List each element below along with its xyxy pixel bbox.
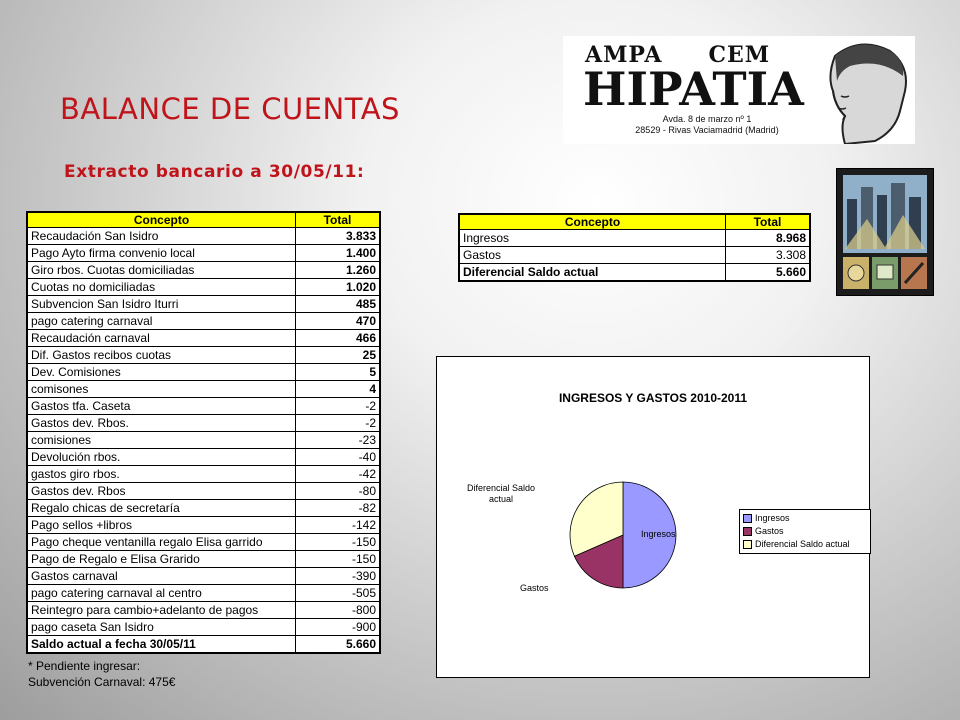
total-value: 5.660 xyxy=(726,264,810,281)
row-total: 4 xyxy=(296,381,380,398)
row-concepto: Gastos dev. Rbos xyxy=(28,483,296,500)
row-total: 470 xyxy=(296,313,380,330)
balance-summary-table xyxy=(458,213,811,282)
balance-detail-table xyxy=(26,211,381,654)
legend-label: Ingresos xyxy=(755,513,790,523)
table-row xyxy=(28,551,380,568)
table-row xyxy=(28,245,380,262)
table-row xyxy=(28,432,380,449)
row-total: -40 xyxy=(296,449,380,466)
total-row xyxy=(460,264,810,281)
row-total: 3.833 xyxy=(296,228,380,245)
row-total: 1.400 xyxy=(296,245,380,262)
row-total: -2 xyxy=(296,415,380,432)
chart-title: INGRESOS Y GASTOS 2010-2011 xyxy=(558,391,748,405)
row-concepto: Reintegro para cambio+adelanto de pagos xyxy=(28,602,296,619)
table-row xyxy=(28,602,380,619)
legend-item xyxy=(743,538,867,551)
table-row xyxy=(28,347,380,364)
logo-address xyxy=(587,114,827,136)
legend-item xyxy=(743,525,867,538)
legend-swatch xyxy=(743,527,752,536)
table-row xyxy=(28,364,380,381)
row-concepto: Recaudación San Isidro xyxy=(28,228,296,245)
row-concepto: Dif. Gastos recibos cuotas xyxy=(28,347,296,364)
row-concepto: Pago cheque ventanilla regalo Elisa garrido xyxy=(28,534,296,551)
row-concepto: gastos giro rbos. xyxy=(28,466,296,483)
row-concepto: Pago Ayto firma convenio local xyxy=(28,245,296,262)
table-row xyxy=(28,449,380,466)
table-row xyxy=(28,619,380,636)
row-concepto: Pago sellos +libros xyxy=(28,517,296,534)
row-concepto: Gastos tfa. Caseta xyxy=(28,398,296,415)
row-concepto: pago caseta San Isidro xyxy=(28,619,296,636)
row-concepto: comisiones xyxy=(28,432,296,449)
finance-clipart-icon xyxy=(836,168,934,296)
row-concepto: Gastos dev. Rbos. xyxy=(28,415,296,432)
row-total: 3.308 xyxy=(726,247,810,264)
legend-swatch xyxy=(743,514,752,523)
pie-label-ingresos: Ingresos xyxy=(641,529,676,539)
row-total: -42 xyxy=(296,466,380,483)
row-concepto: pago catering carnaval xyxy=(28,313,296,330)
table-row xyxy=(28,381,380,398)
column-header-concepto: Concepto xyxy=(460,215,726,230)
column-header-total: Total xyxy=(296,213,380,228)
income-expense-chart xyxy=(436,356,870,678)
pending-note-line2: Subvención Carnaval: 475€ xyxy=(28,675,176,689)
row-total: 8.968 xyxy=(726,230,810,247)
pie-label-gastos: Gastos xyxy=(520,583,549,593)
table-header-row xyxy=(460,215,810,230)
row-total: -23 xyxy=(296,432,380,449)
total-label: Saldo actual a fecha 30/05/11 xyxy=(28,636,296,653)
chart-legend xyxy=(739,509,871,554)
table-row xyxy=(28,262,380,279)
logo-address-line2: 28529 - Rivas Vaciamadrid (Madrid) xyxy=(635,125,779,135)
row-total: -390 xyxy=(296,568,380,585)
table-row xyxy=(28,415,380,432)
table-row xyxy=(28,517,380,534)
row-concepto: Subvencion San Isidro Iturri xyxy=(28,296,296,313)
column-header-total: Total xyxy=(726,215,810,230)
table-row xyxy=(28,279,380,296)
table-row xyxy=(28,568,380,585)
row-total: 1.260 xyxy=(296,262,380,279)
logo-address-line1: Avda. 8 de marzo nº 1 xyxy=(662,114,752,124)
row-total: 1.020 xyxy=(296,279,380,296)
table-row xyxy=(460,230,810,247)
row-total: 5 xyxy=(296,364,380,381)
row-concepto: comisones xyxy=(28,381,296,398)
table-row xyxy=(28,483,380,500)
legend-label: Gastos xyxy=(755,526,784,536)
table-row xyxy=(28,585,380,602)
row-concepto: Cuotas no domiciliadas xyxy=(28,279,296,296)
legend-item xyxy=(743,512,867,525)
column-header-concepto: Concepto xyxy=(28,213,296,228)
row-concepto: Ingresos xyxy=(460,230,726,247)
table-row xyxy=(28,398,380,415)
row-concepto: Devolución rbos. xyxy=(28,449,296,466)
row-concepto: Gastos carnaval xyxy=(28,568,296,585)
total-value: 5.660 xyxy=(296,636,380,653)
row-concepto: Dev. Comisiones xyxy=(28,364,296,381)
total-row xyxy=(28,636,380,653)
pie-label-diferencial: Diferencial Saldo actual xyxy=(466,483,536,504)
row-concepto: pago catering carnaval al centro xyxy=(28,585,296,602)
pending-note-line1: * Pendiente ingresar: xyxy=(28,659,141,673)
row-total: -150 xyxy=(296,551,380,568)
row-total: -2 xyxy=(296,398,380,415)
row-total: -82 xyxy=(296,500,380,517)
row-total: -505 xyxy=(296,585,380,602)
row-concepto: Recaudación carnaval xyxy=(28,330,296,347)
hipatia-portrait-icon xyxy=(805,36,915,144)
table-row xyxy=(28,228,380,245)
page-subtitle: Extracto bancario a 30/05/11: xyxy=(64,162,365,182)
row-total: 25 xyxy=(296,347,380,364)
page-title: BALANCE DE CUENTAS xyxy=(60,92,400,126)
row-total: 485 xyxy=(296,296,380,313)
legend-swatch xyxy=(743,540,752,549)
ampa-hipatia-logo xyxy=(563,36,915,144)
row-total: -142 xyxy=(296,517,380,534)
logo-ampa: AMPA xyxy=(585,42,663,68)
row-total: -800 xyxy=(296,602,380,619)
table-row xyxy=(28,313,380,330)
row-concepto: Gastos xyxy=(460,247,726,264)
table-row xyxy=(460,247,810,264)
row-concepto: Giro rbos. Cuotas domiciliadas xyxy=(28,262,296,279)
legend-label: Diferencial Saldo actual xyxy=(755,539,850,549)
row-concepto: Regalo chicas de secretaría xyxy=(28,500,296,517)
row-concepto: Pago de Regalo e Elisa Grarido xyxy=(28,551,296,568)
table-row xyxy=(28,330,380,347)
row-total: -80 xyxy=(296,483,380,500)
row-total: -150 xyxy=(296,534,380,551)
row-total: 466 xyxy=(296,330,380,347)
table-row xyxy=(28,296,380,313)
pending-note xyxy=(28,658,175,690)
total-label: Diferencial Saldo actual xyxy=(460,264,726,281)
row-total: -900 xyxy=(296,619,380,636)
table-row xyxy=(28,500,380,517)
table-row xyxy=(28,466,380,483)
logo-cem: CEM xyxy=(708,42,771,68)
table-header-row xyxy=(28,213,380,228)
table-row xyxy=(28,534,380,551)
logo-main-text: HIPATIA xyxy=(583,62,804,116)
